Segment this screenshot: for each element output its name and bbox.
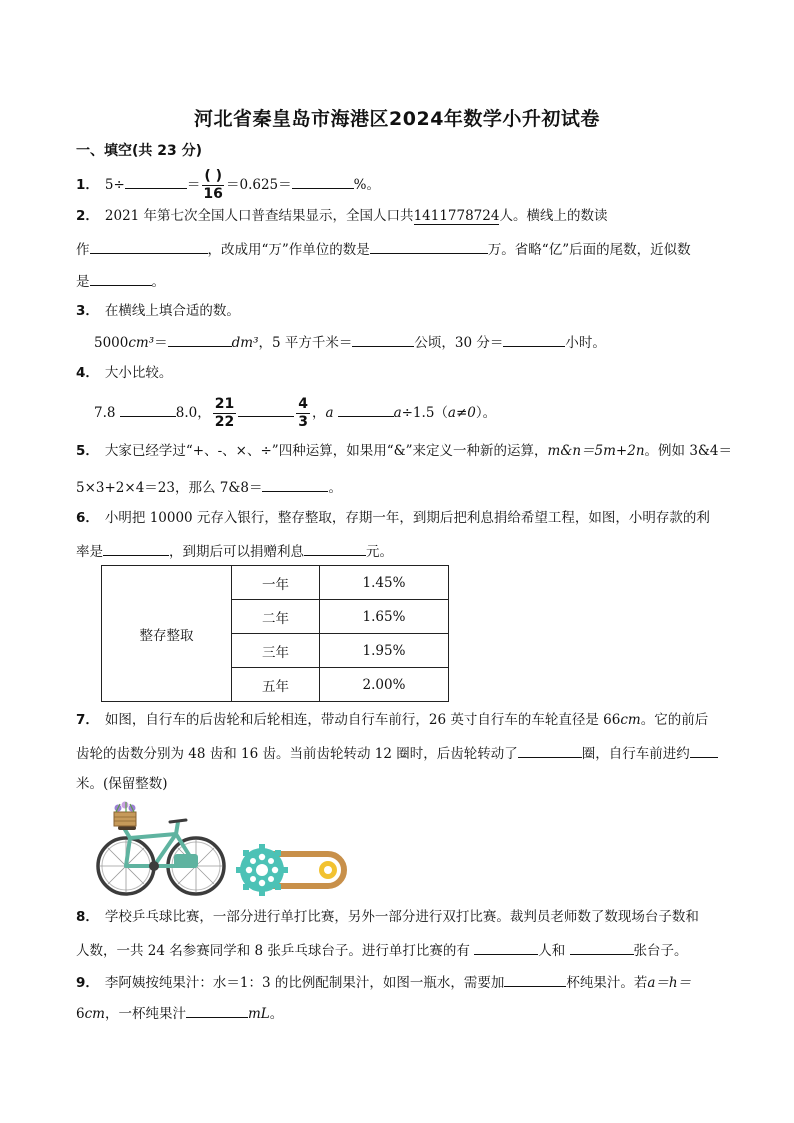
question-number: 4． <box>76 365 99 381</box>
fraction: $\frac{21}{22}$ <box>214 396 235 430</box>
question-6-line-2: 率是 ，到期后可以捐赠利息 元。 <box>76 540 393 562</box>
question-4-line-1: 4． 大小比较。 <box>76 365 173 381</box>
answer-blank[interactable] <box>120 401 176 417</box>
answer-blank[interactable] <box>90 270 152 286</box>
answer-blank[interactable] <box>503 331 565 347</box>
question-number: 1． <box>76 177 99 193</box>
question-8-line-2: 人数，一共 24 名参赛同学和 8 张乒乓球台子。进行单打比赛的有 人和 张台子。 <box>76 939 688 961</box>
rate-cell: 1.45% <box>320 566 449 600</box>
question-3-line-1: 3． 在横线上填合适的数。 <box>76 303 240 319</box>
rate-cell: 2.00% <box>320 668 449 702</box>
question-9-line-1: 9． 李阿姨按纯果汁：水＝1：3 的比例配制果汁，如图一瓶水，需要加 杯纯果汁。若a＝h＝ <box>76 971 691 993</box>
answer-blank[interactable] <box>103 540 169 556</box>
answer-blank[interactable] <box>168 331 232 347</box>
question-3-line-2: 5000cm³＝ dm³，5 平方千米＝ 公顷，30 分＝ 小时。 <box>94 331 606 353</box>
question-number: 8． <box>76 909 99 925</box>
question-5-line-1: 5． 大家已经学过“+、-、×、÷”四种运算，如果用“&”来定义一种新的运算，m&n＝5m+2n。例如 3&4＝ <box>76 443 733 459</box>
gear-chain-icon <box>236 844 344 896</box>
fraction: $\frac{( )}{16}$ <box>203 168 223 202</box>
question-5-line-2: 5×3+2×4＝23，那么 7&8＝ 。 <box>76 476 342 498</box>
question-2-line-2: 作 ，改成用“万”作单位的数是 万。省略“亿”后面的尾数，近似数 <box>76 238 691 260</box>
answer-blank[interactable] <box>504 971 566 987</box>
table-row <box>102 566 449 600</box>
answer-blank[interactable] <box>90 238 208 254</box>
term-cell: 三年 <box>232 634 320 668</box>
answer-blank[interactable] <box>518 742 582 758</box>
question-number: 2． <box>76 208 99 224</box>
question-8-line-1: 8． 学校乒乓球比赛，一部分进行单打比赛，另外一部分进行双打比赛。裁判员老师数了数现场台子数和 <box>76 909 699 925</box>
question-1: 1． 5÷ ＝ $\frac{( )}{16}$ ＝0.625＝ %。 <box>76 168 380 202</box>
question-number: 7． <box>76 712 99 728</box>
answer-blank[interactable] <box>238 401 294 417</box>
answer-blank[interactable] <box>125 173 187 189</box>
term-cell: 二年 <box>232 600 320 634</box>
question-9-line-2: 6cm，一杯纯果汁 mL。 <box>76 1002 283 1024</box>
deposit-type-cell: 整存整取 <box>102 566 232 702</box>
answer-blank[interactable] <box>304 540 366 556</box>
answer-blank[interactable] <box>262 476 328 492</box>
rate-cell: 1.65% <box>320 600 449 634</box>
bicycle-gear-illustration <box>94 800 354 900</box>
section-heading: 一、填空(共 23 分) <box>76 143 203 159</box>
question-7-line-1: 7． 如图，自行车的后齿轮和后轮相连，带动自行车前行，26 英寸自行车的车轮直径是 66cm。它的前后 <box>76 712 709 728</box>
answer-blank[interactable] <box>690 742 718 758</box>
bicycle-icon <box>98 802 224 895</box>
question-4-line-2: 7.8 8.0， $\frac{21}{22}$ $\frac{4}{3}$ ，a a÷1.5（a≠0）。 <box>94 396 497 430</box>
answer-blank[interactable] <box>474 939 538 955</box>
population-number: 1411778724 <box>413 208 500 224</box>
interest-rate-table <box>101 565 449 702</box>
question-6-line-1: 6． 小明把 10000 元存入银行，整存整取，存期一年，到期后把利息捐给希望工程，如图，小明存款的利 <box>76 510 710 526</box>
answer-blank[interactable] <box>292 173 354 189</box>
question-2-line-1: 2． 2021 年第七次全国人口普查结果显示，全国人口共1411778724人。横线上的数读 <box>76 208 608 224</box>
question-number: 5． <box>76 443 99 459</box>
answer-blank[interactable] <box>186 1002 248 1018</box>
term-cell: 五年 <box>232 668 320 702</box>
question-number: 9． <box>76 975 99 991</box>
fraction: $\frac{4}{3}$ <box>298 396 308 430</box>
question-number: 6． <box>76 510 99 526</box>
page-title: 河北省秦皇岛市海港区2024年数学小升初试卷 <box>194 108 600 130</box>
term-cell: 一年 <box>232 566 320 600</box>
question-number: 3． <box>76 303 99 319</box>
answer-blank[interactable] <box>570 939 634 955</box>
question-7-line-3: 米。(保留整数) <box>76 776 168 792</box>
answer-blank[interactable] <box>352 331 414 347</box>
rate-cell: 1.95% <box>320 634 449 668</box>
question-2-line-3: 是 。 <box>76 270 165 292</box>
answer-blank[interactable] <box>370 238 488 254</box>
answer-blank[interactable] <box>338 401 394 417</box>
question-7-line-2: 齿轮的齿数分别为 48 齿和 16 齿。当前齿轮转动 12 圈时，后齿轮转动了 圈，自行车前进约 <box>76 742 718 764</box>
